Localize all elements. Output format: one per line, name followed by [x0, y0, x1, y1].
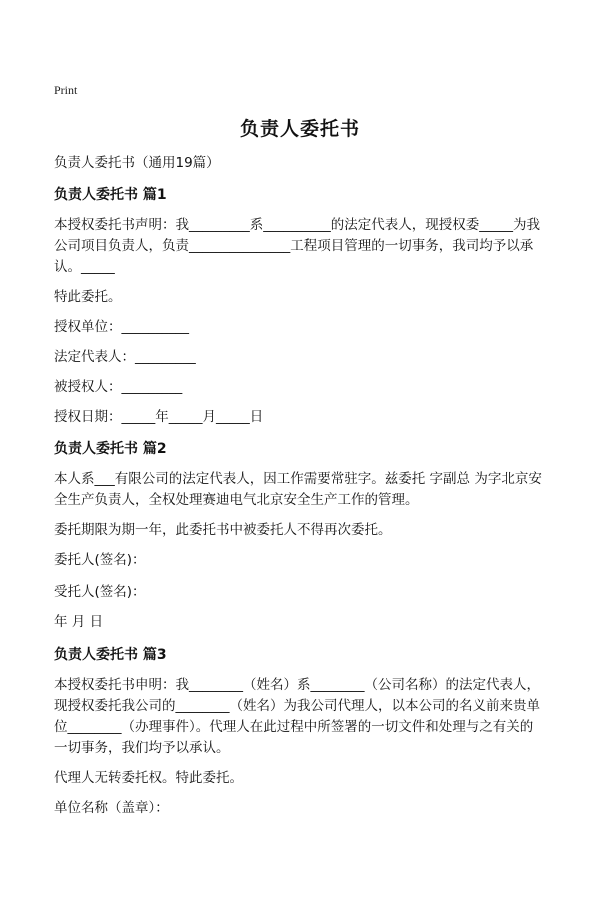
section-1-field-representative: 法定代表人：_________: [54, 349, 196, 365]
section-2-period: 委托期限为期一年，此委托书中被委托人不得再次委托。: [54, 522, 392, 538]
section-3-heading: 负责人委托书 篇3: [54, 647, 167, 663]
section-3-no-transfer: 代理人无转委托权。特此委托。: [54, 770, 243, 786]
section-3-paragraph-line-4: 一切事务，我们均予以承认。: [54, 740, 230, 756]
document-subtitle: 负责人委托书（通用19篇）: [54, 155, 220, 171]
section-2-principal-signature: 委托人(签名)：: [54, 552, 146, 568]
section-1-paragraph-line-3: 认。_____: [54, 259, 115, 275]
section-2-paragraph-line-2: 全生产负责人，全权处理赛迪电气北京安全生产工作的管理。: [54, 492, 419, 508]
section-2-agent-signature: 受托人(签名)：: [54, 584, 146, 600]
page-title: 负责人委托书: [239, 118, 360, 140]
section-3-paragraph-line-3: 位________（办理事件）。代理人在此过程中所签署的一切文件和处理与之有关的: [54, 719, 534, 735]
print-link[interactable]: Print: [54, 83, 78, 97]
section-1-field-unit: 授权单位：__________: [54, 319, 189, 335]
section-2-date: 年 月 日: [54, 614, 104, 630]
section-1-heading: 负责人委托书 篇1: [54, 187, 167, 203]
section-1-field-agent: 被授权人：_________: [54, 379, 183, 395]
section-1-paragraph-line-1: 本授权委托书声明：我_________系__________的法定代表人，现授权委_____为我: [54, 217, 540, 233]
section-2-heading: 负责人委托书 篇2: [54, 441, 167, 457]
section-1-closing: 特此委托。: [54, 289, 122, 305]
section-2-paragraph-line-1: 本人系___有限公司的法定代表人，因工作需要常驻字。兹委托 字副总 为字北京安: [54, 471, 542, 487]
section-1-field-date: 授权日期：_____年_____月_____日: [54, 409, 264, 425]
section-1-paragraph-line-2: 公司项目负责人，负责_______________工程项目管理的一切事务，我司均予以承: [54, 238, 534, 254]
section-3-unit-name: 单位名称（盖章）：: [54, 800, 169, 816]
section-3-paragraph-line-1: 本授权委托书申明：我________（姓名）系________（公司名称）的法定代表人，: [54, 677, 540, 693]
section-3-paragraph-line-2: 现授权委托我公司的________（姓名）为我公司代理人，以本公司的名义前来贵单: [54, 698, 540, 714]
